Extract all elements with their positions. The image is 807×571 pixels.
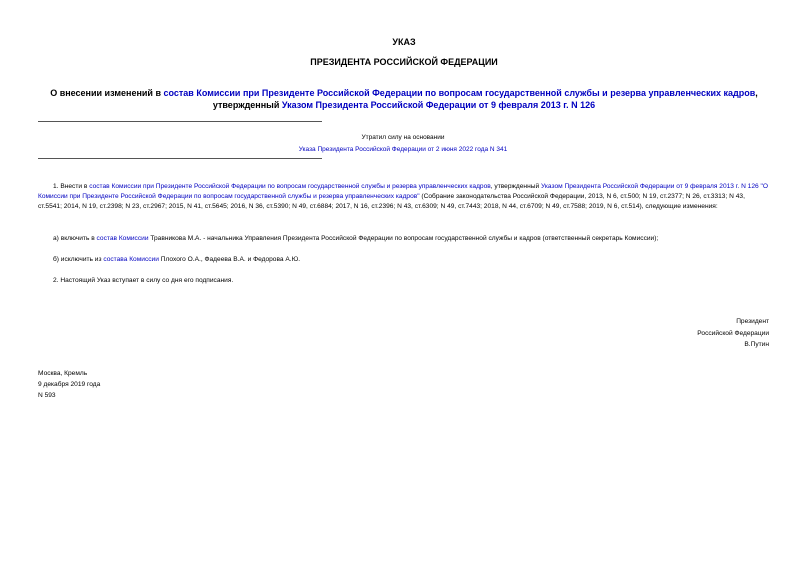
item-a-link-commission[interactable]: состав Комиссии (96, 235, 149, 242)
signature-country: Российской Федерации (697, 329, 769, 337)
paragraph-text: 1. Внести в (53, 183, 90, 190)
heading-link-commission[interactable]: состав Комиссии при Президенте Российской Федерации по вопросам государственной службы и резерва управленческих кадров (163, 88, 756, 98)
item-text: Плохого О.А., Фадеева В.А. и Федорова А.Ю. (158, 256, 301, 263)
paragraph-1 (38, 182, 770, 213)
signature-name: В.Путин (744, 341, 769, 348)
heading-text: , (755, 88, 758, 98)
divider-top (38, 121, 322, 122)
heading-text: утвержденный (212, 100, 282, 110)
decree-heading (38, 87, 770, 111)
status-link-repeal-decree[interactable]: Указа Президента Российской Федерации от 2 июня 2022 года N 341 (298, 146, 508, 153)
decree-number: N 593 (38, 392, 56, 399)
item-text: Травникова М.А. - начальника Управления Президента Российской Федерации по вопросам государственной службы и кадров (ответственный секретарь Комиссии); (148, 235, 659, 242)
paragraph-text: (Собрание законодательства Российской Федерации, 2013, N 6, ст.500; N 19, ст.2377; N 26, ст.3313; N 43, ст.5541; 2014, N 19, ст.2398; N 23, ст.2967; 2015, N 41, ст.5645; 2016, N 36, ст.5390; N 49, ст.6884; 2017, N 16, ст.2396; N 43, ст.6309; N 49, ст.7443; 2018, N 44, ст.6709; N 49, ст.7588; 2019, N 6, ст.514), следующие изменения: (38, 193, 745, 211)
issuer-title: ПРЕЗИДЕНТА РОССИЙСКОЙ ФЕДЕРАЦИИ (310, 57, 498, 67)
signature-block (697, 316, 769, 351)
paragraph-text: , утвержденный (490, 183, 541, 190)
decree-title: УКАЗ (392, 37, 416, 47)
paragraph-link-decree[interactable]: Указом Президента Российской Федерации от 9 февраля 2013 г. N 126 "О Комиссии при Президенте Российской Федерации по вопросам государственной службы и резерва управленческих кадров" (38, 183, 768, 201)
item-b-link-commission[interactable]: состава Комиссии (103, 256, 159, 263)
item-text: б) исключить из (53, 256, 104, 263)
divider-bottom (38, 158, 322, 159)
signing-details (38, 368, 100, 401)
signing-date: 9 декабря 2019 года (38, 381, 101, 388)
signature-title: Президент (736, 318, 769, 325)
item-text: а) включить в (53, 235, 97, 242)
status-text: Утратил силу на основании (361, 134, 445, 141)
paragraph-link-commission[interactable]: состав Комиссии при Президенте Российской Федерации по вопросам государственной службы и резерва управленческих кадров (89, 183, 491, 190)
item-a (38, 234, 770, 244)
paragraph-2: 2. Настоящий Указ вступает в силу со дня его подписания. (53, 277, 234, 284)
signing-place: Москва, Кремль (38, 370, 88, 377)
heading-link-decree[interactable]: Указом Президента Российской Федерации от 9 февраля 2013 г. N 126 (281, 100, 596, 110)
heading-text: О внесении изменений в (50, 88, 164, 98)
item-b (38, 255, 770, 265)
status-note (284, 132, 522, 156)
